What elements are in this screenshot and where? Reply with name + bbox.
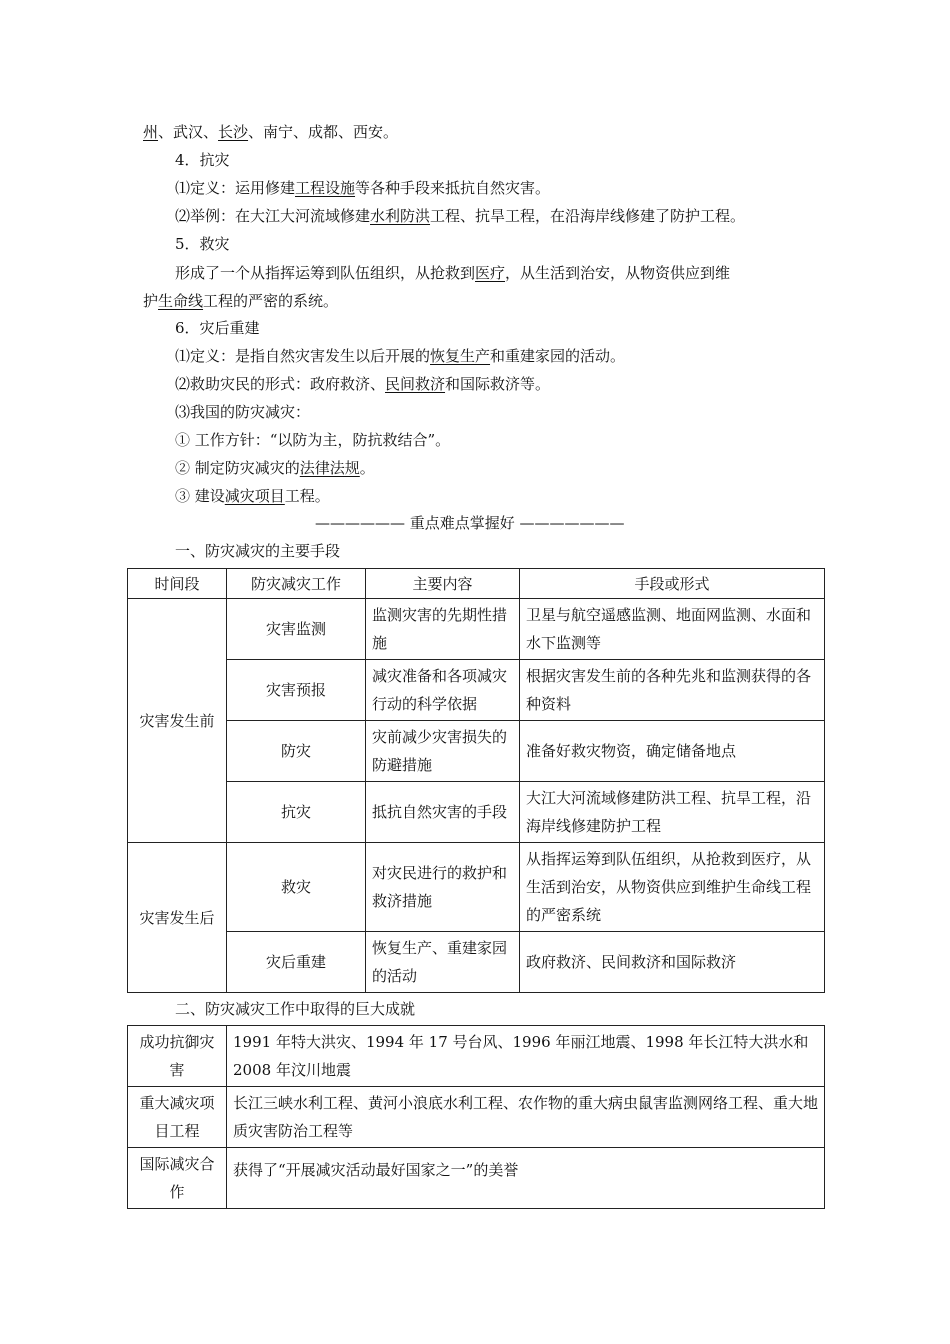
section-6-ours: ⑶我国的防灾减灾：	[175, 403, 311, 421]
table-row	[128, 721, 825, 782]
work-cell: 灾后重建	[227, 932, 366, 993]
disaster-means-table	[127, 568, 825, 993]
achievement-text: 1991 年特大洪灾、1994 年 17 号台风、1996 年丽江地震、1998 年长江特大洪水和 2008 年汶川地震	[227, 1026, 825, 1087]
table-row	[128, 660, 825, 721]
section-4-title: 4．抗灾	[175, 151, 230, 169]
content-cell: 灾前减少灾害损失的防避措施	[366, 721, 520, 782]
achievement-text: 长江三峡水利工程、黄河小浪底水利工程、农作物的重大病虫鼠害监测网络工程、重大地质灾害防治工程等	[227, 1087, 825, 1148]
table-header-row	[128, 569, 825, 599]
achievement-label: 国际减灾合作	[128, 1148, 227, 1209]
content-cell: 抵抗自然灾害的手段	[366, 782, 520, 843]
table-row	[128, 599, 825, 660]
table-row	[128, 782, 825, 843]
content-cell: 减灾准备和各项减灾行动的科学依据	[366, 660, 520, 721]
section-5-title: 5．救灾	[175, 235, 230, 253]
section-6-point-2: ② 制定防灾减灾的法律法规。	[175, 459, 375, 477]
section-6-title: 6．灾后重建	[175, 319, 260, 337]
period-before: 灾害发生前	[128, 599, 227, 843]
work-cell: 抗灾	[227, 782, 366, 843]
content-cell: 恢复生产、重建家园的活动	[366, 932, 520, 993]
key-points-divider: —————— 重点难点掌握好 ———————	[315, 514, 625, 532]
means-cell: 根据灾害发生前的各种先兆和监测获得的各种资料	[520, 660, 825, 721]
work-cell: 灾害监测	[227, 599, 366, 660]
header-content: 主要内容	[366, 569, 520, 599]
header-means: 手段或形式	[520, 569, 825, 599]
content-cell: 监测灾害的先期性措施	[366, 599, 520, 660]
work-cell: 防灾	[227, 721, 366, 782]
section-6-point-1: ① 工作方针：“以防为主，防抗救结合”。	[175, 431, 451, 449]
table-row	[128, 932, 825, 993]
achievement-label: 重大减灾项目工程	[128, 1087, 227, 1148]
period-after: 灾害发生后	[128, 843, 227, 993]
section-4-example: ⑵举例：在大江大河流域修建水利防洪工程、抗旱工程，在沿海岸线修建了防护工程。	[175, 207, 746, 225]
means-cell: 从指挥运筹到队伍组织，从抢救到医疗，从生活到治安，从物资供应到维护生命线工程的严密系统	[520, 843, 825, 932]
means-cell: 大江大河流域修建防洪工程、抗旱工程，沿海岸线修建防护工程	[520, 782, 825, 843]
achievement-text: 获得了“开展减灾活动最好国家之一”的美誉	[227, 1148, 825, 1209]
section-5-text-1: 形成了一个从指挥运筹到队伍组织，从抢救到医疗，从生活到治安，从物资供应到维	[175, 264, 731, 282]
part-1-heading: 一、防灾减灾的主要手段	[175, 542, 341, 560]
section-6-forms: ⑵救助灾民的形式：政府救济、民间救济和国际救济等。	[175, 375, 551, 393]
table-row	[128, 1087, 825, 1148]
header-period: 时间段	[128, 569, 227, 599]
section-6-definition: ⑴定义：是指自然灾害发生以后开展的恢复生产和重建家园的活动。	[175, 347, 626, 365]
means-cell: 准备好救灾物资，确定储备地点	[520, 721, 825, 782]
means-cell: 卫星与航空遥感监测、地面网监测、水面和水下监测等	[520, 599, 825, 660]
content-cell: 对灾民进行的救护和救济措施	[366, 843, 520, 932]
header-work: 防灾减灾工作	[227, 569, 366, 599]
table-row	[128, 843, 825, 932]
work-cell: 救灾	[227, 843, 366, 932]
section-6-point-3: ③ 建设减灾项目工程。	[175, 487, 330, 505]
section-4-definition: ⑴定义：运用修建工程设施等各种手段来抵抗自然灾害。	[175, 179, 551, 197]
work-cell: 灾害预报	[227, 660, 366, 721]
achievements-table	[127, 1025, 825, 1209]
part-2-heading: 二、防灾减灾工作中取得的巨大成就	[175, 1000, 416, 1018]
table-row	[128, 1026, 825, 1087]
table-row	[128, 1148, 825, 1209]
achievement-label: 成功抗御灾害	[128, 1026, 227, 1087]
section-5-text-2: 护生命线工程的严密的系统。	[143, 292, 339, 310]
means-cell: 政府救济、民间救济和国际救济	[520, 932, 825, 993]
city-list-line: 州、武汉、长沙、南宁、成都、西安。	[143, 123, 399, 141]
